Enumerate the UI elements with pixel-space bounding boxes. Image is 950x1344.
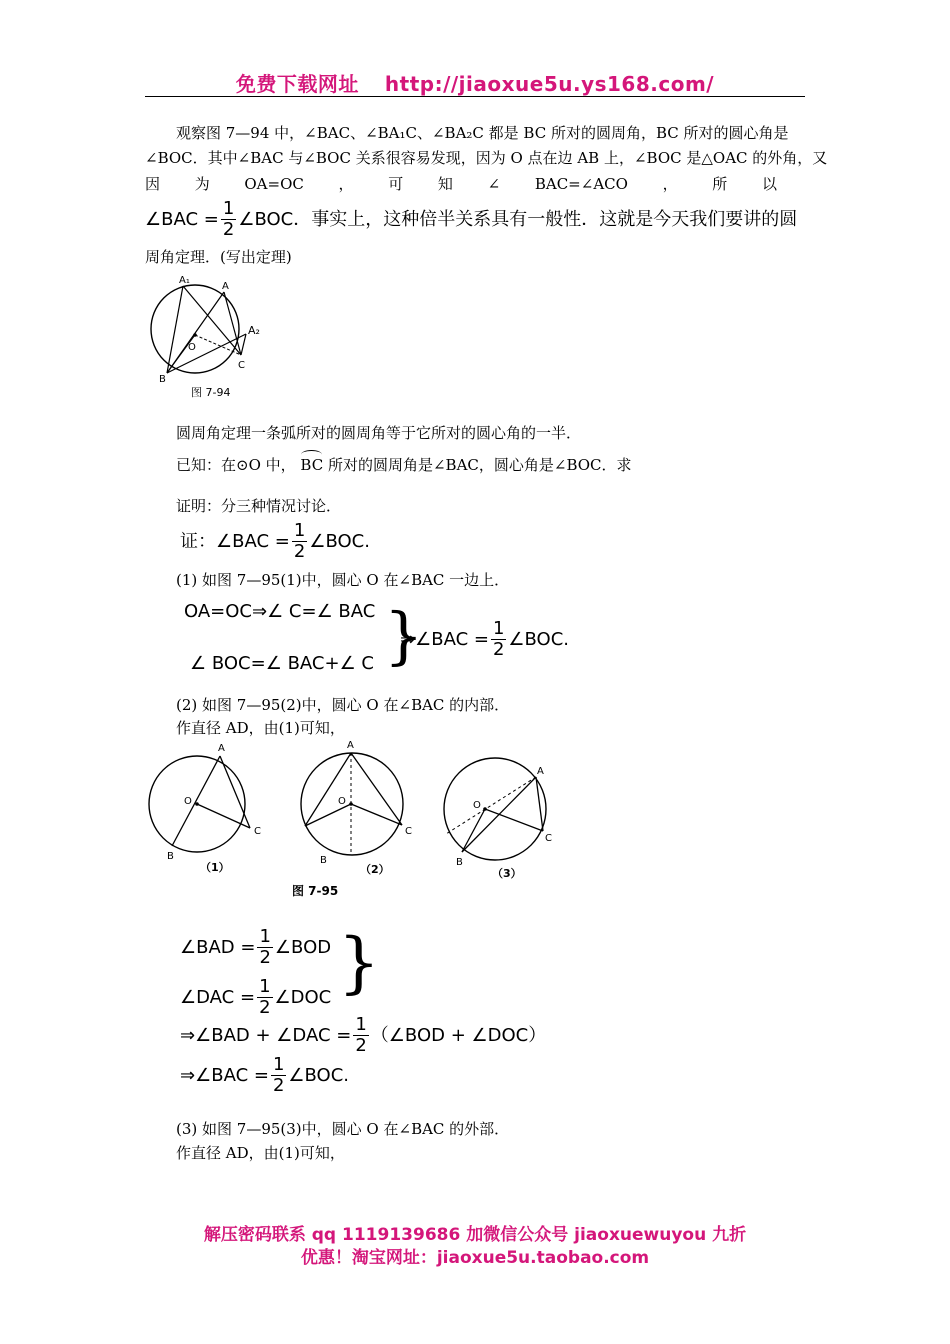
- word: 为: [194, 175, 210, 193]
- header-label: 免费下载网址: [235, 72, 359, 96]
- label-C: C: [545, 833, 552, 844]
- fraction-half: $\frac{1}{2}$: [293, 520, 306, 562]
- center-point: [195, 802, 199, 806]
- figure-7-94: [145, 272, 275, 402]
- word: OA=OC: [244, 175, 304, 193]
- case1-eq2: ∠ BOC=∠ BAC+∠ C: [190, 653, 374, 674]
- given-prefix: 已知：在⊙O 中，: [176, 456, 296, 474]
- theorem-given: [176, 455, 632, 475]
- brace: }: [338, 924, 380, 1001]
- eq-right: ∠BOD: [274, 936, 332, 958]
- intro-line-3: [145, 174, 777, 194]
- word: 因: [145, 175, 161, 193]
- figure-95-3: [444, 758, 552, 880]
- intro-line-4: [145, 200, 797, 239]
- prove-statement: [180, 522, 370, 561]
- proof-intro: 证明：分三种情况讨论．: [176, 497, 342, 515]
- circle: [444, 758, 546, 860]
- case3-text2: 作直径 AD，由(1)可知，: [176, 1144, 345, 1162]
- case1-text: (1) 如图 7—95(1)中，圆心 O 在∠BAC 一边上．: [176, 571, 510, 589]
- word: 以: [761, 175, 777, 193]
- label-B: B: [167, 851, 174, 862]
- center-point: [349, 802, 353, 806]
- label-A: A: [537, 766, 544, 777]
- label-C: C: [254, 826, 261, 837]
- label-A: A: [222, 281, 229, 292]
- label-C: C: [405, 826, 412, 837]
- word: ，: [338, 175, 354, 193]
- formula-right: ∠BOC．事实上，这种倍半关系具有一般性．这就是今天我们要讲的圆: [238, 208, 798, 230]
- case1-result: [400, 620, 569, 659]
- label-C: C: [238, 360, 245, 371]
- figure-caption: 图 7-95: [292, 884, 339, 898]
- label-A1: A₁: [179, 275, 190, 286]
- eq-left: ∠BAD =: [180, 936, 256, 958]
- result-left: ⇒∠BAC =: [400, 628, 489, 650]
- word: ，: [662, 175, 678, 193]
- label-B: B: [320, 855, 327, 866]
- chord-A2C: [241, 334, 246, 355]
- case3-text: (3) 如图 7—95(3)中，圆心 O 在∠BAC 的外部．: [176, 1120, 510, 1138]
- diameter-AD: [446, 777, 536, 834]
- figure-95-2: [301, 740, 412, 876]
- page-header: [0, 68, 950, 97]
- figure-caption: 图 7-94: [191, 386, 231, 399]
- given-suffix: 所对的圆周角是∠BAC，圆心角是∠BOC．求: [327, 456, 632, 474]
- brace: }: [384, 599, 424, 672]
- fraction-half: $\frac{1}{2}$: [355, 1014, 367, 1056]
- eq-right: ∠BOC.: [288, 1064, 350, 1086]
- fraction-half: $\frac{1}{2}$: [272, 1054, 285, 1096]
- center-point: [483, 807, 487, 811]
- fraction-half: $\frac{1}{2}$: [259, 926, 271, 968]
- chord-BA1: [167, 286, 183, 373]
- word: BAC=∠ACO: [534, 175, 628, 193]
- intro-line-1: 观察图 7—94 中，∠BAC、∠BA₁C、∠BA₂C 都是 BC 所对的圆周角，BC 所对的圆心角是: [176, 124, 789, 142]
- fraction-half: $\frac{1}{2}$: [259, 976, 271, 1018]
- eq-left: ⇒∠BAD + ∠DAC =: [180, 1024, 352, 1046]
- word: 知: [437, 175, 453, 193]
- sub-caption-1: （1）: [200, 861, 230, 874]
- word: ∠: [487, 175, 501, 193]
- intro-line-5: 周角定理．(写出定理): [145, 248, 292, 266]
- label-O: O: [188, 342, 196, 353]
- label-B: B: [159, 374, 166, 385]
- radius-OB: [167, 335, 195, 373]
- eq-bac: [180, 1056, 349, 1095]
- figure-95-1: [149, 743, 261, 874]
- footer-line-2[interactable]: 优惠！淘宝网址：jiaoxue5u.taobao.com: [300, 1248, 650, 1268]
- label-A: A: [218, 743, 225, 754]
- sub-caption-2: （2）: [360, 863, 390, 876]
- fraction-half: $\frac{1}{2}$: [492, 618, 505, 660]
- eq-right: （∠BOD + ∠DOC）: [370, 1024, 547, 1046]
- arc-BC: BC: [300, 456, 324, 474]
- figure-7-95: [140, 738, 570, 900]
- eq-sum: [180, 1016, 546, 1055]
- eq-left: ∠DAC =: [180, 986, 256, 1008]
- label-O: O: [473, 800, 481, 811]
- header-divider: [145, 96, 805, 97]
- prove-right: ∠BOC.: [309, 530, 370, 552]
- word: 所: [712, 175, 728, 193]
- result-right: ∠BOC.: [508, 628, 570, 650]
- theorem-statement: 圆周角定理一条弧所对的圆周角等于它所对的圆心角的一半．: [176, 424, 582, 442]
- prove-left: 证：∠BAC =: [180, 530, 290, 552]
- case2-text2: 作直径 AD，由(1)可知，: [176, 719, 345, 737]
- line-OB: [462, 809, 485, 852]
- footer-line-1: 解压密码联系 qq 1119139686 加微信公众号 jiaoxuewuyou 九折: [203, 1225, 747, 1245]
- intro-line-2: ∠BOC．其中∠BAC 与∠BOC 关系很容易发现，因为 O 点在边 AB 上，∠BOC 是△OAC 的外角，又: [145, 149, 828, 167]
- formula-left: ∠BAC =: [145, 208, 219, 230]
- label-B: B: [456, 857, 463, 868]
- label-A2: A₂: [248, 324, 260, 337]
- center-point: [193, 333, 197, 337]
- word: 可: [388, 175, 404, 193]
- eq-left: ⇒∠BAC =: [180, 1064, 269, 1086]
- fraction-half: $\frac{1}{2}$: [222, 198, 235, 240]
- case2-text: (2) 如图 7—95(2)中，圆心 O 在∠BAC 的内部．: [176, 696, 510, 714]
- eq-bad: [180, 928, 331, 967]
- radius-OC: [195, 335, 241, 355]
- label-O: O: [338, 796, 346, 807]
- line-AC: [220, 756, 250, 828]
- eq-right: ∠DOC: [274, 986, 332, 1008]
- eq-dac: [180, 978, 331, 1017]
- case1-eq1: OA=OC⇒∠ C=∠ BAC: [184, 601, 376, 622]
- line-AB: [172, 756, 220, 846]
- label-A: A: [347, 740, 354, 751]
- label-O: O: [184, 796, 192, 807]
- header-url-link[interactable]: http://jiaoxue5u.ys168.com/: [384, 72, 715, 96]
- sub-caption-3: （3）: [492, 867, 522, 880]
